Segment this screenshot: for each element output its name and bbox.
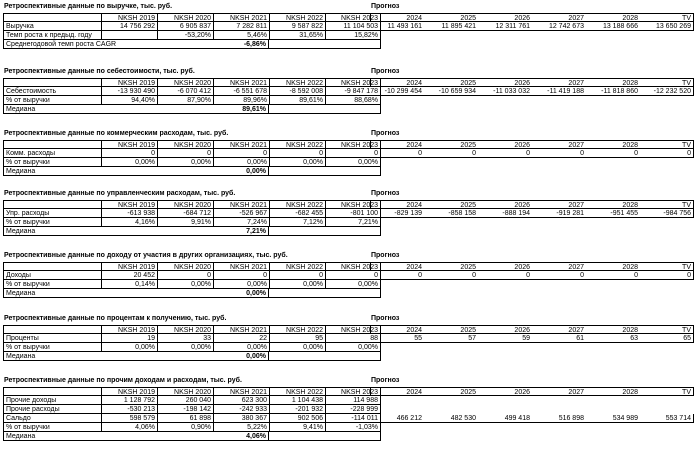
forecast-header-cell[interactable]: 2024 bbox=[370, 78, 424, 87]
value-cell[interactable]: 902 506 bbox=[269, 414, 325, 423]
value-cell[interactable]: 1 104 438 bbox=[269, 396, 325, 405]
forecast-header-cell[interactable]: 2028 bbox=[586, 262, 640, 271]
header-cell[interactable]: NKSH 2019 bbox=[101, 262, 157, 271]
forecast-header-cell[interactable]: 2025 bbox=[424, 262, 478, 271]
header-cell[interactable]: NKSH 2023 bbox=[325, 78, 381, 87]
forecast-cell[interactable]: 0 bbox=[370, 149, 424, 158]
value-cell[interactable]: 1 128 792 bbox=[101, 396, 157, 405]
value-cell[interactable] bbox=[101, 31, 157, 40]
row-label[interactable]: % от выручки bbox=[3, 158, 101, 167]
forecast-label: Прогноз bbox=[371, 252, 400, 259]
header-cell[interactable]: NKSH 2020 bbox=[157, 13, 213, 22]
header-cell[interactable]: NKSH 2020 bbox=[157, 262, 213, 271]
header-cell[interactable]: NKSH 2019 bbox=[101, 387, 157, 396]
header-cell[interactable]: NKSH 2022 bbox=[269, 13, 325, 22]
forecast-header-cell[interactable]: TV bbox=[640, 387, 694, 396]
value-cell[interactable]: 33 bbox=[157, 334, 213, 343]
forecast-header-cell[interactable]: 2027 bbox=[532, 200, 586, 209]
header-label-cell[interactable] bbox=[3, 262, 101, 271]
header-cell[interactable]: NKSH 2022 bbox=[269, 325, 325, 334]
forecast-header-cell[interactable]: 2025 bbox=[424, 325, 478, 334]
value-cell[interactable]: 0 bbox=[269, 149, 325, 158]
value-cell[interactable]: -613 938 bbox=[101, 209, 157, 218]
forecast-header-cell[interactable]: 2024 bbox=[370, 140, 424, 149]
forecast-header-cell[interactable]: 2027 bbox=[532, 387, 586, 396]
value-cell[interactable]: 7,21% bbox=[325, 218, 381, 227]
value-cell[interactable]: 0,00% bbox=[269, 343, 325, 352]
forecast-header-cell[interactable]: 2024 bbox=[370, 262, 424, 271]
forecast-header-cell[interactable]: 2028 bbox=[586, 325, 640, 334]
forecast-cell[interactable]: 534 989 bbox=[586, 414, 640, 423]
value-cell[interactable]: -801 100 bbox=[325, 209, 381, 218]
value-cell[interactable]: -526 967 bbox=[213, 209, 269, 218]
value-cell[interactable]: 4,06% bbox=[101, 423, 157, 432]
forecast-label: Прогноз bbox=[371, 68, 400, 75]
value-cell[interactable]: 0,14% bbox=[101, 280, 157, 289]
forecast-label: Прогноз bbox=[371, 190, 400, 197]
forecast-header-cell[interactable]: 2027 bbox=[532, 78, 586, 87]
summary-label[interactable]: Медиана bbox=[3, 432, 213, 441]
value-cell[interactable]: 22 bbox=[213, 334, 269, 343]
header-cell[interactable]: NKSH 2020 bbox=[157, 78, 213, 87]
forecast-cell[interactable]: -10 659 934 bbox=[424, 87, 478, 96]
header-cell[interactable]: NKSH 2022 bbox=[269, 140, 325, 149]
forecast-cell[interactable]: 0 bbox=[424, 271, 478, 280]
value-cell[interactable]: 7 282 811 bbox=[213, 22, 269, 31]
value-cell[interactable]: 20 452 bbox=[101, 271, 157, 280]
summary-empty[interactable] bbox=[269, 227, 381, 236]
forecast-cell[interactable]: 65 bbox=[640, 334, 694, 343]
value-cell[interactable]: -6 070 412 bbox=[157, 87, 213, 96]
value-cell[interactable]: 6 905 837 bbox=[157, 22, 213, 31]
forecast-header-cell[interactable]: 2026 bbox=[478, 13, 532, 22]
row-label[interactable]: Прочие доходы bbox=[3, 396, 101, 405]
value-cell[interactable]: 7,24% bbox=[213, 218, 269, 227]
summary-value[interactable]: 89,61% bbox=[213, 105, 269, 114]
summary-empty[interactable] bbox=[269, 432, 381, 441]
header-cell[interactable]: NKSH 2022 bbox=[269, 78, 325, 87]
header-cell[interactable]: NKSH 2019 bbox=[101, 140, 157, 149]
forecast-cell[interactable]: -888 194 bbox=[478, 209, 532, 218]
section-title: Ретроспективные данные по управленческим расходам, тыс. руб. bbox=[4, 190, 236, 197]
forecast-cell[interactable]: -858 158 bbox=[424, 209, 478, 218]
forecast-header-cell[interactable]: 2026 bbox=[478, 78, 532, 87]
forecast-cell[interactable]: 0 bbox=[640, 271, 694, 280]
header-cell[interactable]: NKSH 2021 bbox=[213, 200, 269, 209]
value-cell[interactable]: -682 455 bbox=[269, 209, 325, 218]
value-cell[interactable]: 11 104 503 bbox=[325, 22, 381, 31]
header-cell[interactable]: NKSH 2021 bbox=[213, 13, 269, 22]
forecast-label: Прогноз bbox=[371, 130, 400, 137]
forecast-header-cell[interactable]: 2025 bbox=[424, 140, 478, 149]
value-cell[interactable]: 0 bbox=[325, 271, 381, 280]
header-cell[interactable]: NKSH 2021 bbox=[213, 262, 269, 271]
value-cell[interactable]: -13 930 490 bbox=[101, 87, 157, 96]
header-cell[interactable]: NKSH 2020 bbox=[157, 140, 213, 149]
forecast-header-cell[interactable]: 2024 bbox=[370, 13, 424, 22]
forecast-header-cell[interactable]: 2026 bbox=[478, 262, 532, 271]
value-cell[interactable]: 0,00% bbox=[157, 343, 213, 352]
forecast-label: Прогноз bbox=[371, 3, 400, 10]
value-cell[interactable]: 19 bbox=[101, 334, 157, 343]
header-cell[interactable]: NKSH 2023 bbox=[325, 262, 381, 271]
forecast-header-cell[interactable]: 2028 bbox=[586, 13, 640, 22]
value-cell[interactable]: 0 bbox=[269, 271, 325, 280]
forecast-cell[interactable]: 12 311 761 bbox=[478, 22, 532, 31]
header-cell[interactable]: NKSH 2019 bbox=[101, 78, 157, 87]
header-cell[interactable]: NKSH 2022 bbox=[269, 262, 325, 271]
forecast-header-cell[interactable]: 2026 bbox=[478, 200, 532, 209]
value-cell[interactable]: 0 bbox=[157, 271, 213, 280]
header-cell[interactable]: NKSH 2020 bbox=[157, 325, 213, 334]
forecast-cell[interactable]: -12 232 520 bbox=[640, 87, 694, 96]
value-cell[interactable]: 0,00% bbox=[101, 158, 157, 167]
value-cell[interactable]: -198 142 bbox=[157, 405, 213, 414]
forecast-label: Прогноз bbox=[371, 315, 400, 322]
header-cell[interactable]: NKSH 2023 bbox=[325, 387, 381, 396]
value-cell[interactable]: 598 579 bbox=[101, 414, 157, 423]
summary-value[interactable]: 0,00% bbox=[213, 289, 269, 298]
value-cell[interactable]: 0,00% bbox=[213, 280, 269, 289]
forecast-cell[interactable]: -951 455 bbox=[586, 209, 640, 218]
forecast-cell[interactable]: 482 530 bbox=[424, 414, 478, 423]
section-title: Ретроспективные данные по прочим доходам и расходам, тыс. руб. bbox=[4, 377, 242, 384]
header-cell[interactable]: NKSH 2021 bbox=[213, 140, 269, 149]
value-cell[interactable]: 0 bbox=[157, 149, 213, 158]
forecast-label: Прогноз bbox=[371, 377, 400, 384]
row-label[interactable]: Выручка bbox=[3, 22, 101, 31]
forecast-cell[interactable]: -919 281 bbox=[532, 209, 586, 218]
summary-empty[interactable] bbox=[269, 352, 381, 361]
forecast-cell[interactable]: 63 bbox=[586, 334, 640, 343]
forecast-cell[interactable]: 0 bbox=[532, 149, 586, 158]
section-title: Ретроспективные данные по себестоимости, тыс. руб. bbox=[4, 68, 195, 75]
value-cell[interactable]: -8 592 008 bbox=[269, 87, 325, 96]
header-cell[interactable]: NKSH 2021 bbox=[213, 387, 269, 396]
forecast-header-cell[interactable]: TV bbox=[640, 200, 694, 209]
row-label[interactable]: Проценты bbox=[3, 334, 101, 343]
value-cell[interactable]: 0 bbox=[325, 149, 381, 158]
value-cell[interactable]: 95 bbox=[269, 334, 325, 343]
value-cell[interactable]: 0,90% bbox=[157, 423, 213, 432]
value-cell[interactable]: 0,00% bbox=[213, 158, 269, 167]
header-cell[interactable]: NKSH 2020 bbox=[157, 200, 213, 209]
value-cell[interactable]: 114 988 bbox=[325, 396, 381, 405]
value-cell[interactable]: 0,00% bbox=[325, 343, 381, 352]
value-cell[interactable]: 623 300 bbox=[213, 396, 269, 405]
section-title: Ретроспективные данные по процентам к получению, тыс. руб. bbox=[4, 315, 227, 322]
summary-label[interactable]: Медиана bbox=[3, 105, 213, 114]
forecast-header-cell[interactable]: 2028 bbox=[586, 140, 640, 149]
forecast-header-cell[interactable]: 2024 bbox=[370, 200, 424, 209]
value-cell[interactable]: 88,68% bbox=[325, 96, 381, 105]
summary-label[interactable]: Среднегодовой темп роста CAGR bbox=[3, 40, 213, 49]
row-label[interactable]: Доходы bbox=[3, 271, 101, 280]
header-cell[interactable]: NKSH 2019 bbox=[101, 325, 157, 334]
row-label[interactable]: Темп роста к предыд. году bbox=[3, 31, 101, 40]
row-label[interactable]: Прочие расходы bbox=[3, 405, 101, 414]
value-cell[interactable]: -9 847 178 bbox=[325, 87, 381, 96]
summary-value[interactable]: 7,21% bbox=[213, 227, 269, 236]
value-cell[interactable]: 88 bbox=[325, 334, 381, 343]
summary-empty[interactable] bbox=[269, 289, 381, 298]
summary-label[interactable]: Медиана bbox=[3, 167, 213, 176]
value-cell[interactable]: 0,00% bbox=[213, 343, 269, 352]
header-cell[interactable]: NKSH 2022 bbox=[269, 200, 325, 209]
value-cell[interactable]: 0,00% bbox=[325, 280, 381, 289]
header-cell[interactable]: NKSH 2022 bbox=[269, 387, 325, 396]
header-cell[interactable]: NKSH 2019 bbox=[101, 200, 157, 209]
value-cell[interactable]: 5,46% bbox=[213, 31, 269, 40]
summary-empty[interactable] bbox=[269, 167, 381, 176]
row-label[interactable]: Упр. расходы bbox=[3, 209, 101, 218]
value-cell[interactable]: 0 bbox=[213, 149, 269, 158]
header-cell[interactable]: NKSH 2023 bbox=[325, 140, 381, 149]
forecast-cell[interactable]: -11 419 188 bbox=[532, 87, 586, 96]
forecast-header-cell[interactable]: 2026 bbox=[478, 325, 532, 334]
header-label-cell[interactable] bbox=[3, 325, 101, 334]
summary-label[interactable]: Медиана bbox=[3, 289, 213, 298]
header-label-cell[interactable] bbox=[3, 387, 101, 396]
forecast-header-cell[interactable]: 2027 bbox=[532, 325, 586, 334]
value-cell[interactable]: 0 bbox=[101, 149, 157, 158]
row-label[interactable]: % от выручки bbox=[3, 218, 101, 227]
summary-value[interactable]: 0,00% bbox=[213, 352, 269, 361]
value-cell[interactable]: 89,61% bbox=[269, 96, 325, 105]
forecast-cell[interactable]: -11 033 032 bbox=[478, 87, 532, 96]
header-label-cell[interactable] bbox=[3, 200, 101, 209]
forecast-cell[interactable]: 12 742 673 bbox=[532, 22, 586, 31]
header-cell[interactable]: NKSH 2023 bbox=[325, 325, 381, 334]
forecast-header-cell[interactable]: 2025 bbox=[424, 13, 478, 22]
forecast-cell[interactable]: 0 bbox=[586, 149, 640, 158]
section-title: Ретроспективные данные по доходу от участия в других организациях, тыс. руб. bbox=[4, 252, 288, 259]
summary-empty[interactable] bbox=[269, 105, 381, 114]
value-cell[interactable]: 380 367 bbox=[213, 414, 269, 423]
forecast-cell[interactable]: -11 818 860 bbox=[586, 87, 640, 96]
summary-value[interactable]: -6,86% bbox=[213, 40, 269, 49]
value-cell[interactable]: -684 712 bbox=[157, 209, 213, 218]
header-cell[interactable]: NKSH 2021 bbox=[213, 78, 269, 87]
value-cell[interactable]: -242 933 bbox=[213, 405, 269, 414]
forecast-header-cell[interactable]: 2027 bbox=[532, 140, 586, 149]
forecast-cell[interactable]: 0 bbox=[478, 271, 532, 280]
forecast-cell[interactable]: 516 898 bbox=[532, 414, 586, 423]
value-cell[interactable]: 89,96% bbox=[213, 96, 269, 105]
value-cell[interactable]: 87,90% bbox=[157, 96, 213, 105]
value-cell[interactable]: 0,00% bbox=[269, 158, 325, 167]
header-cell[interactable]: NKSH 2023 bbox=[325, 200, 381, 209]
header-cell[interactable]: NKSH 2021 bbox=[213, 325, 269, 334]
header-cell[interactable]: NKSH 2020 bbox=[157, 387, 213, 396]
forecast-cell[interactable]: 0 bbox=[532, 271, 586, 280]
forecast-cell[interactable]: 11 493 161 bbox=[370, 22, 424, 31]
value-cell[interactable]: -530 213 bbox=[101, 405, 157, 414]
value-cell[interactable]: 94,40% bbox=[101, 96, 157, 105]
value-cell[interactable]: 31,65% bbox=[269, 31, 325, 40]
header-label-cell[interactable] bbox=[3, 140, 101, 149]
forecast-header-cell[interactable]: 2028 bbox=[586, 387, 640, 396]
forecast-cell[interactable]: -984 756 bbox=[640, 209, 694, 218]
header-cell[interactable]: NKSH 2023 bbox=[325, 13, 381, 22]
forecast-header-cell[interactable]: 2027 bbox=[532, 13, 586, 22]
forecast-cell[interactable]: 61 bbox=[532, 334, 586, 343]
section-title: Ретроспективные данные по коммерческим расходам, тыс. руб. bbox=[4, 130, 229, 137]
forecast-header-cell[interactable]: 2024 bbox=[370, 325, 424, 334]
forecast-header-cell[interactable]: 2024 bbox=[370, 387, 424, 396]
forecast-cell[interactable]: 466 212 bbox=[370, 414, 424, 423]
forecast-header-cell[interactable]: TV bbox=[640, 325, 694, 334]
row-label[interactable]: % от выручки bbox=[3, 96, 101, 105]
forecast-cell[interactable]: 55 bbox=[370, 334, 424, 343]
forecast-cell[interactable]: 0 bbox=[586, 271, 640, 280]
forecast-cell[interactable]: 0 bbox=[424, 149, 478, 158]
forecast-header-cell[interactable]: 2025 bbox=[424, 387, 478, 396]
summary-empty[interactable] bbox=[269, 40, 381, 49]
value-cell[interactable]: -1,03% bbox=[325, 423, 381, 432]
header-cell[interactable]: NKSH 2019 bbox=[101, 13, 157, 22]
value-cell[interactable]: 7,12% bbox=[269, 218, 325, 227]
value-cell[interactable]: -114 011 bbox=[325, 414, 381, 423]
forecast-cell[interactable]: -10 299 454 bbox=[370, 87, 424, 96]
section-title: Ретроспективные данные по выручке, тыс. руб. bbox=[4, 3, 173, 10]
header-label-cell[interactable] bbox=[3, 13, 101, 22]
value-cell[interactable]: 9,91% bbox=[157, 218, 213, 227]
summary-label[interactable]: Медиана bbox=[3, 227, 213, 236]
forecast-cell[interactable]: 553 714 bbox=[640, 414, 694, 423]
value-cell[interactable]: 14 756 292 bbox=[101, 22, 157, 31]
forecast-cell[interactable]: 13 650 269 bbox=[640, 22, 694, 31]
forecast-header-cell[interactable]: TV bbox=[640, 78, 694, 87]
forecast-header-cell[interactable]: 2025 bbox=[424, 200, 478, 209]
forecast-header-cell[interactable]: TV bbox=[640, 13, 694, 22]
row-label[interactable]: Комм. расходы bbox=[3, 149, 101, 158]
value-cell[interactable]: 0,00% bbox=[269, 280, 325, 289]
value-cell[interactable]: -6 551 678 bbox=[213, 87, 269, 96]
value-cell[interactable]: 15,82% bbox=[325, 31, 381, 40]
forecast-header-cell[interactable]: TV bbox=[640, 262, 694, 271]
value-cell[interactable]: 0,00% bbox=[101, 343, 157, 352]
row-label[interactable]: Сальдо bbox=[3, 414, 101, 423]
value-cell[interactable]: 61 898 bbox=[157, 414, 213, 423]
forecast-cell[interactable]: -829 139 bbox=[370, 209, 424, 218]
value-cell[interactable]: 9 587 822 bbox=[269, 22, 325, 31]
forecast-cell[interactable]: 59 bbox=[478, 334, 532, 343]
forecast-header-cell[interactable]: 2028 bbox=[586, 78, 640, 87]
forecast-cell[interactable]: 13 188 666 bbox=[586, 22, 640, 31]
value-cell[interactable]: 0,00% bbox=[157, 280, 213, 289]
value-cell[interactable]: 260 040 bbox=[157, 396, 213, 405]
forecast-header-cell[interactable]: 2025 bbox=[424, 78, 478, 87]
row-label[interactable]: % от выручки bbox=[3, 280, 101, 289]
value-cell[interactable]: -53,20% bbox=[157, 31, 213, 40]
forecast-cell[interactable]: 499 418 bbox=[478, 414, 532, 423]
value-cell[interactable]: 0 bbox=[213, 271, 269, 280]
forecast-cell[interactable]: 11 895 421 bbox=[424, 22, 478, 31]
value-cell[interactable]: 0,00% bbox=[157, 158, 213, 167]
forecast-cell[interactable]: 57 bbox=[424, 334, 478, 343]
row-label[interactable]: % от выручки bbox=[3, 343, 101, 352]
forecast-header-cell[interactable]: 2027 bbox=[532, 262, 586, 271]
summary-value[interactable]: 0,00% bbox=[213, 167, 269, 176]
forecast-cell[interactable]: 0 bbox=[640, 149, 694, 158]
forecast-header-cell[interactable]: 2026 bbox=[478, 140, 532, 149]
row-label[interactable]: Себестоимость bbox=[3, 87, 101, 96]
value-cell[interactable]: 9,41% bbox=[269, 423, 325, 432]
value-cell[interactable]: -228 999 bbox=[325, 405, 381, 414]
row-label[interactable]: % от выручки bbox=[3, 423, 101, 432]
forecast-header-cell[interactable]: 2028 bbox=[586, 200, 640, 209]
forecast-header-cell[interactable]: 2026 bbox=[478, 387, 532, 396]
value-cell[interactable]: 5,22% bbox=[213, 423, 269, 432]
forecast-header-cell[interactable]: TV bbox=[640, 140, 694, 149]
value-cell[interactable]: -201 932 bbox=[269, 405, 325, 414]
value-cell[interactable]: 0,00% bbox=[325, 158, 381, 167]
summary-value[interactable]: 4,06% bbox=[213, 432, 269, 441]
value-cell[interactable]: 4,16% bbox=[101, 218, 157, 227]
header-label-cell[interactable] bbox=[3, 78, 101, 87]
forecast-cell[interactable]: 0 bbox=[478, 149, 532, 158]
summary-label[interactable]: Медиана bbox=[3, 352, 213, 361]
forecast-cell[interactable]: 0 bbox=[370, 271, 424, 280]
